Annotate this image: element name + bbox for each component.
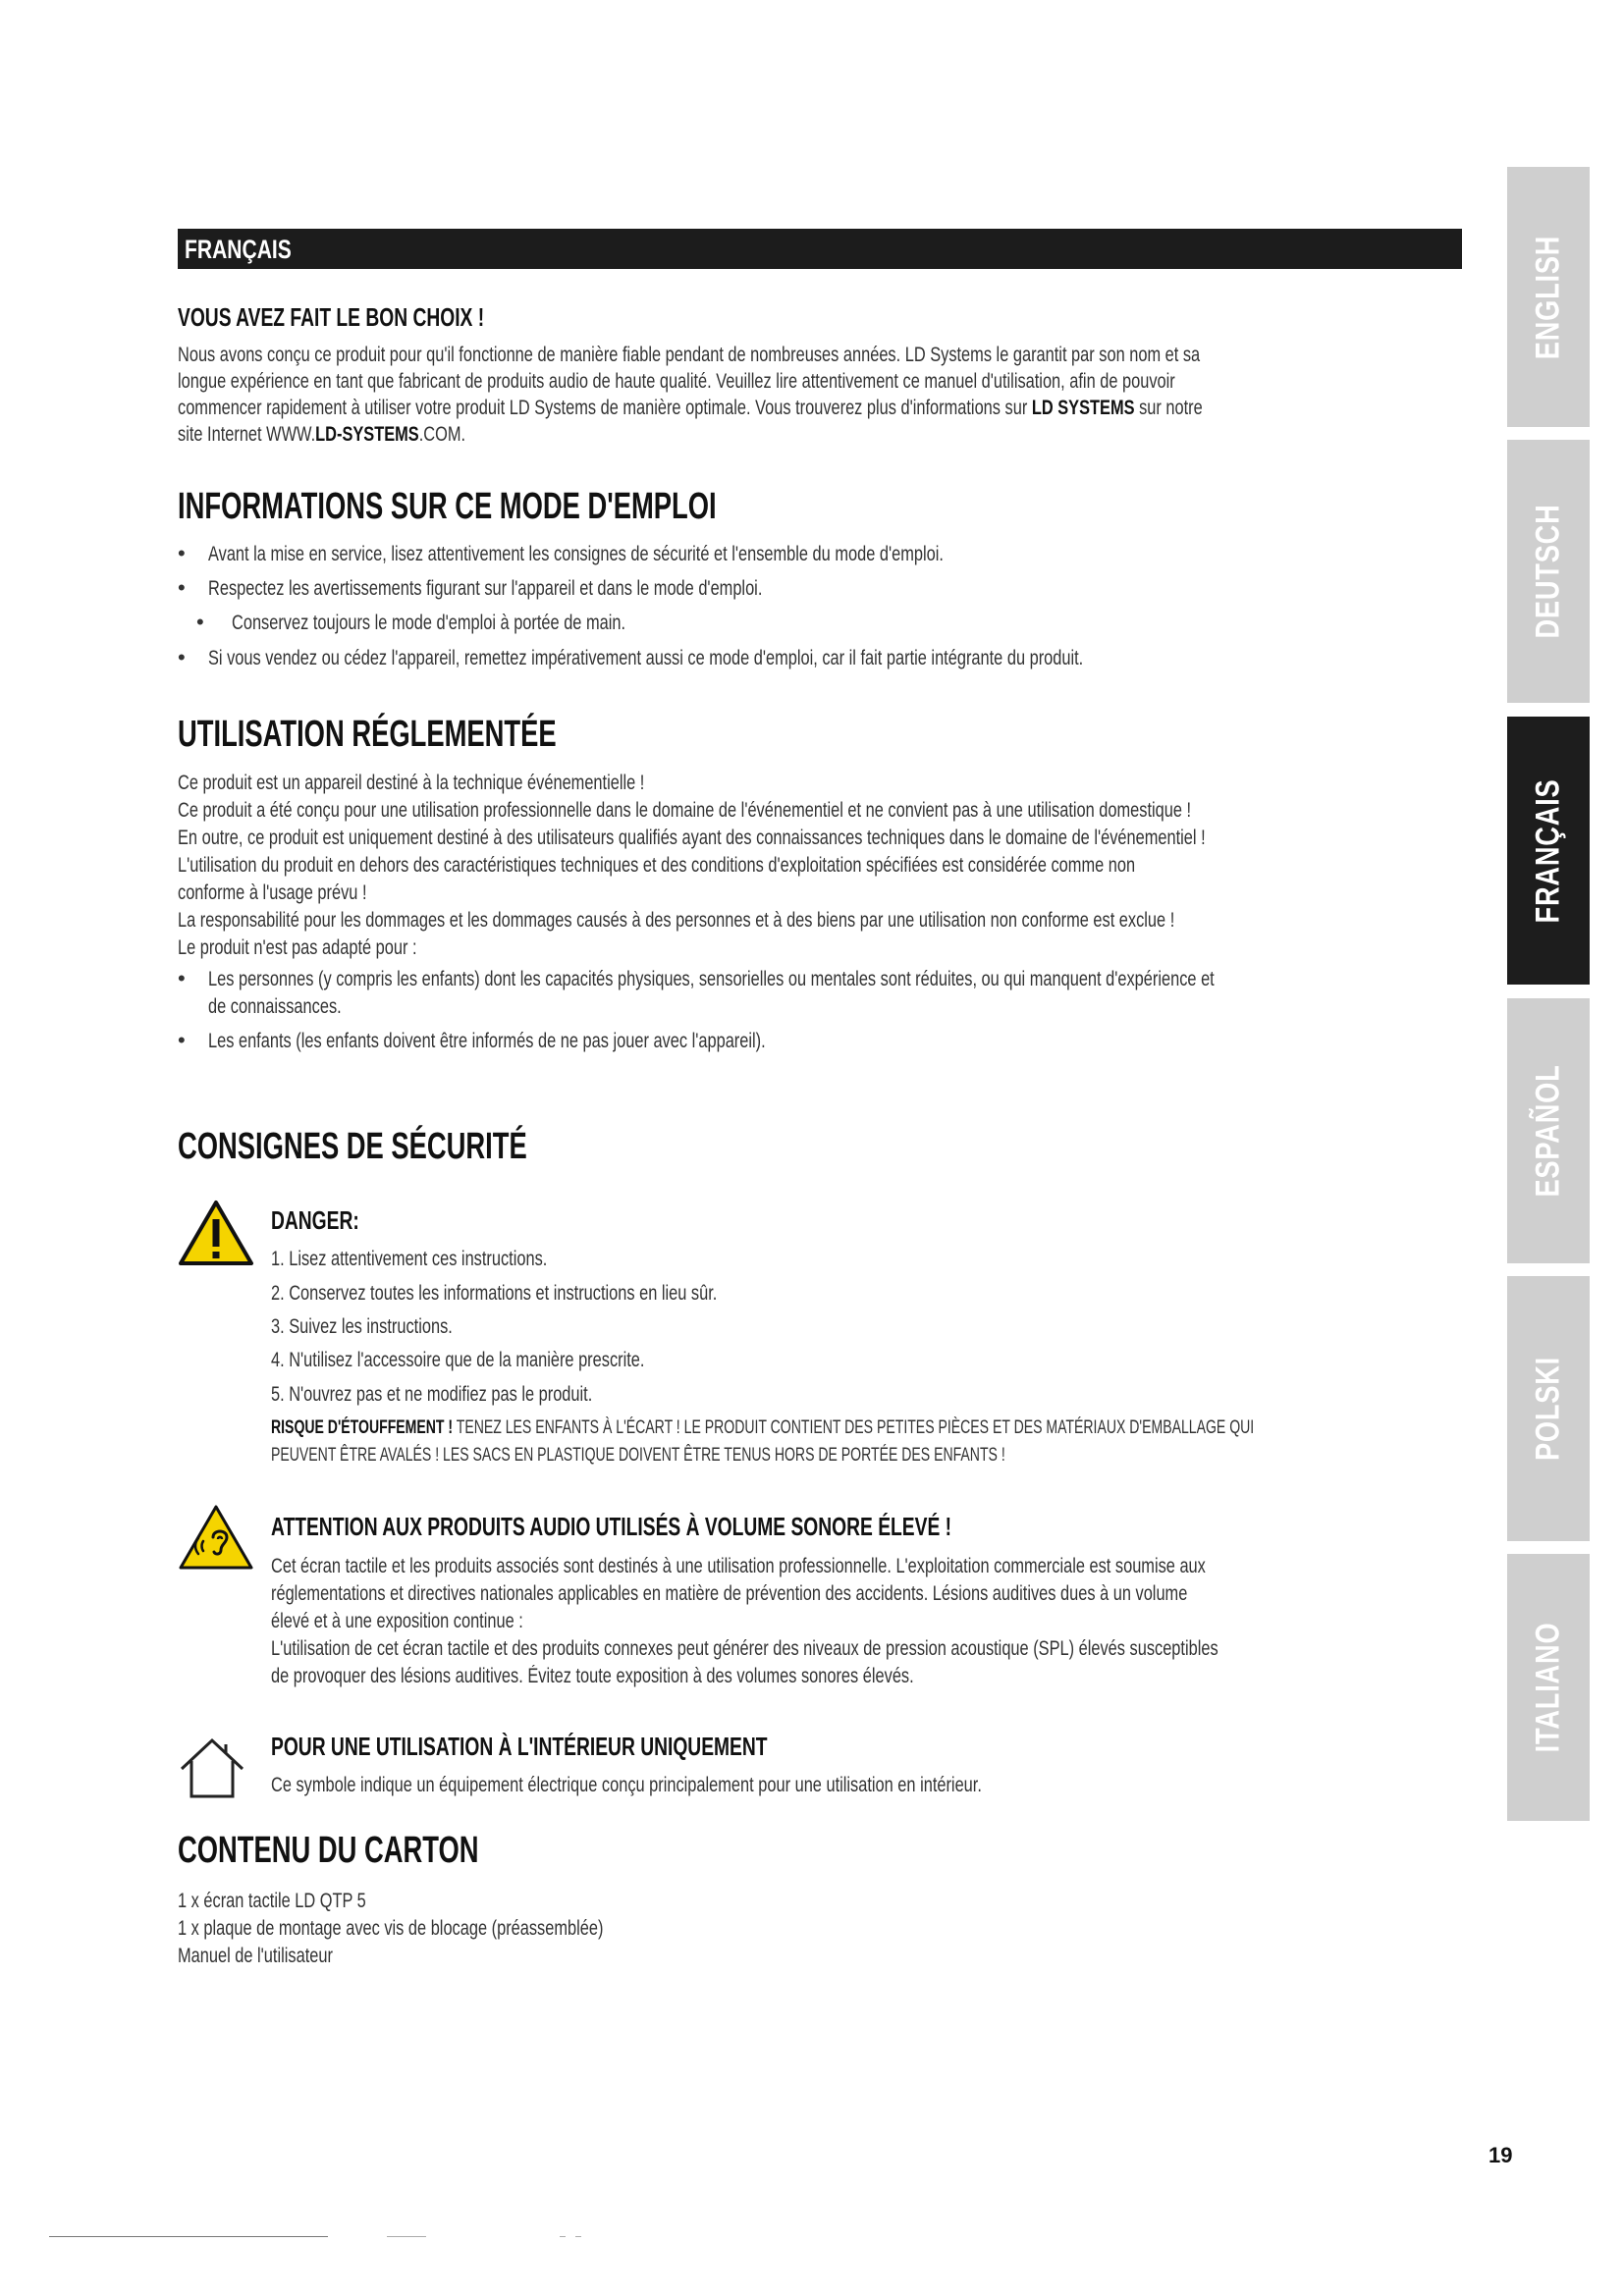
choking-warning-line-2: PEUVENT ÊTRE AVALÉS ! LES SACS EN PLASTIQUE DOIVENT ÊTRE TENUS HORS DE PORTÉE DES ENFANTS !	[271, 1445, 1005, 1466]
intro-line-1: Nous avons conçu ce produit pour qu'il fonctionne de manière fiable pendant de nombreuses années. LD Systems le garantit par son nom et sa	[178, 344, 1201, 366]
intro-line-2: longue expérience en tant que fabricant de produits audio de haute qualité. Veuillez lire attentivement ce manuel d'utilisation, afin de pouvoir	[178, 370, 1175, 393]
page-number: 19	[1489, 2143, 1513, 2167]
bullet-icon: •	[178, 541, 186, 565]
danger-title: DANGER:	[271, 1205, 359, 1235]
danger-step-5: 5. N'ouvrez pas et ne modifiez pas le produit.	[271, 1383, 593, 1406]
danger-warning-icon	[178, 1200, 254, 1266]
intro-title: VOUS AVEZ FAIT LE BON CHOIX !	[178, 302, 485, 332]
language-section-bar	[178, 229, 1462, 269]
tab-italiano-label: ITALIANO	[1529, 1622, 1567, 1753]
contents-heading: CONTENU DU CARTON	[178, 1830, 479, 1871]
bullet-icon: •	[178, 575, 186, 600]
info-item-1: Avant la mise en service, lisez attentivement les consignes de sécurité et l'ensemble du mode d'emploi.	[208, 543, 944, 565]
audio-warning-line-3: élevé et à une exposition continue :	[271, 1610, 523, 1632]
tab-polski[interactable]	[1507, 1276, 1590, 1541]
usage-line-2: Ce produit a été conçu pour une utilisation professionnelle dans le domaine de l'événementiel et ne convient pas à une utilisation domestique !	[178, 799, 1192, 822]
choking-warning-bold: RISQUE D'ÉTOUFFEMENT !	[271, 1417, 454, 1438]
usage-line-7: Le produit n'est pas adapté pour :	[178, 936, 417, 959]
bullet-icon: •	[196, 610, 204, 634]
brand-name: LD SYSTEMS	[1031, 397, 1135, 419]
bullet-icon: •	[178, 966, 186, 990]
footer-mark	[575, 2236, 581, 2237]
tab-italiano[interactable]	[1507, 1554, 1590, 1821]
tab-francais-label: FRANÇAIS	[1529, 778, 1567, 923]
usage-line-1: Ce produit est un appareil destiné à la technique événementielle !	[178, 772, 645, 794]
danger-step-1: 1. Lisez attentivement ces instructions.	[271, 1248, 548, 1270]
footer-rule	[49, 2236, 328, 2237]
info-heading: INFORMATIONS SUR CE MODE D'EMPLOI	[178, 486, 717, 527]
tab-espanol[interactable]	[1507, 998, 1590, 1263]
bullet-icon: •	[178, 1028, 186, 1052]
indoor-use-house-icon	[178, 1735, 246, 1800]
tab-english[interactable]	[1507, 167, 1590, 427]
intro-line-3: commencer rapidement à utiliser votre produit LD Systems de manière optimale. Vous trouverez plus d'informations sur LD SYSTEMS sur notre	[178, 397, 1203, 419]
info-item-4: Si vous vendez ou cédez l'appareil, remettez impérativement aussi ce mode d'emploi, car il fait partie intégrante du produit.	[208, 647, 1084, 669]
tab-deutsch-label: DEUTSCH	[1529, 504, 1567, 639]
usage-line-5: conforme à l'usage prévu !	[178, 881, 367, 904]
usage-line-6: La responsabilité pour les dommages et les dommages causés à des personnes et à des biens par une utilisation non conforme est exclue !	[178, 909, 1175, 932]
tab-francais[interactable]	[1507, 717, 1590, 985]
usage-heading: UTILISATION RÉGLEMENTÉE	[178, 714, 557, 755]
contents-item-2: 1 x plaque de montage avec vis de blocage (préassemblée)	[178, 1917, 604, 1940]
info-item-2: Respectez les avertissements figurant sur l'appareil et dans le mode d'emploi.	[208, 577, 763, 600]
choking-warning-line-1: RISQUE D'ÉTOUFFEMENT ! TENEZ LES ENFANTS À L'ÉCART ! LE PRODUIT CONTIENT DES PETITES PIÈCES ET DES MATÉRIAUX D'EMBALLAGE QUI	[271, 1417, 1255, 1438]
tab-polski-label: POLSKI	[1529, 1356, 1567, 1462]
footer-mark	[387, 2236, 426, 2237]
audio-warning-line-1: Cet écran tactile et les produits associés sont destinés à une utilisation professionnelle. L'exploitation commerciale est soumise aux	[271, 1555, 1206, 1577]
intro-line-4: site Internet WWW.LD-SYSTEMS.COM.	[178, 423, 466, 446]
danger-step-2: 2. Conservez toutes les informations et instructions en lieu sûr.	[271, 1282, 718, 1305]
tab-espanol-label: ESPAÑOL	[1529, 1064, 1567, 1198]
bullet-icon: •	[178, 645, 186, 669]
tab-english-label: ENGLISH	[1529, 235, 1567, 359]
info-item-3: Conservez toujours le mode d'emploi à portée de main.	[232, 612, 626, 634]
audio-warning-line-4: L'utilisation de cet écran tactile et des produits connexes peut générer des niveaux de pression acoustique (SPL) élevés susceptibles	[271, 1637, 1218, 1660]
usage-line-3: En outre, ce produit est uniquement destiné à des utilisateurs qualifiés ayant des connaissances techniques dans le domaine de l'événementiel !	[178, 827, 1206, 849]
usage-bullet-1b: de connaissances.	[208, 995, 342, 1018]
audio-warning-title: ATTENTION AUX PRODUITS AUDIO UTILISÉS À VOLUME SONORE ÉLEVÉ !	[271, 1512, 952, 1541]
contents-item-1: 1 x écran tactile LD QTP 5	[178, 1890, 366, 1912]
tab-deutsch[interactable]	[1507, 440, 1590, 703]
audio-warning-line-2: réglementations et directives nationales applicables en matière de prévention des accidents. Lésions auditives dues à un volume	[271, 1582, 1188, 1605]
safety-heading: CONSIGNES DE SÉCURITÉ	[178, 1126, 527, 1167]
danger-step-3: 3. Suivez les instructions.	[271, 1315, 453, 1338]
usage-bullet-1a: Les personnes (y compris les enfants) dont les capacités physiques, sensorielles ou mentales sont réduites, ou qui manquent d'expérience et	[208, 968, 1215, 990]
danger-step-4: 4. N'utilisez l'accessoire que de la manière prescrite.	[271, 1349, 645, 1371]
language-section-label: FRANÇAIS	[185, 235, 292, 264]
footer-mark	[560, 2236, 566, 2237]
indoor-use-title: POUR UNE UTILISATION À L'INTÉRIEUR UNIQUEMENT	[271, 1732, 768, 1761]
indoor-use-line: Ce symbole indique un équipement électrique conçu principalement pour une utilisation en intérieur.	[271, 1774, 982, 1796]
contents-item-3: Manuel de l'utilisateur	[178, 1945, 333, 1967]
usage-bullet-2: Les enfants (les enfants doivent être informés de ne pas jouer avec l'appareil).	[208, 1030, 766, 1052]
audio-warning-line-5: de provoquer des lésions auditives. Évitez toute exposition à des volumes sonores élevés.	[271, 1665, 914, 1687]
usage-line-4: L'utilisation du produit en dehors des caractéristiques techniques et des conditions d'exploitation spécifiées est considérée comme non	[178, 854, 1136, 877]
website-link[interactable]: LD-SYSTEMS	[315, 423, 419, 446]
hearing-warning-icon	[178, 1504, 254, 1571]
